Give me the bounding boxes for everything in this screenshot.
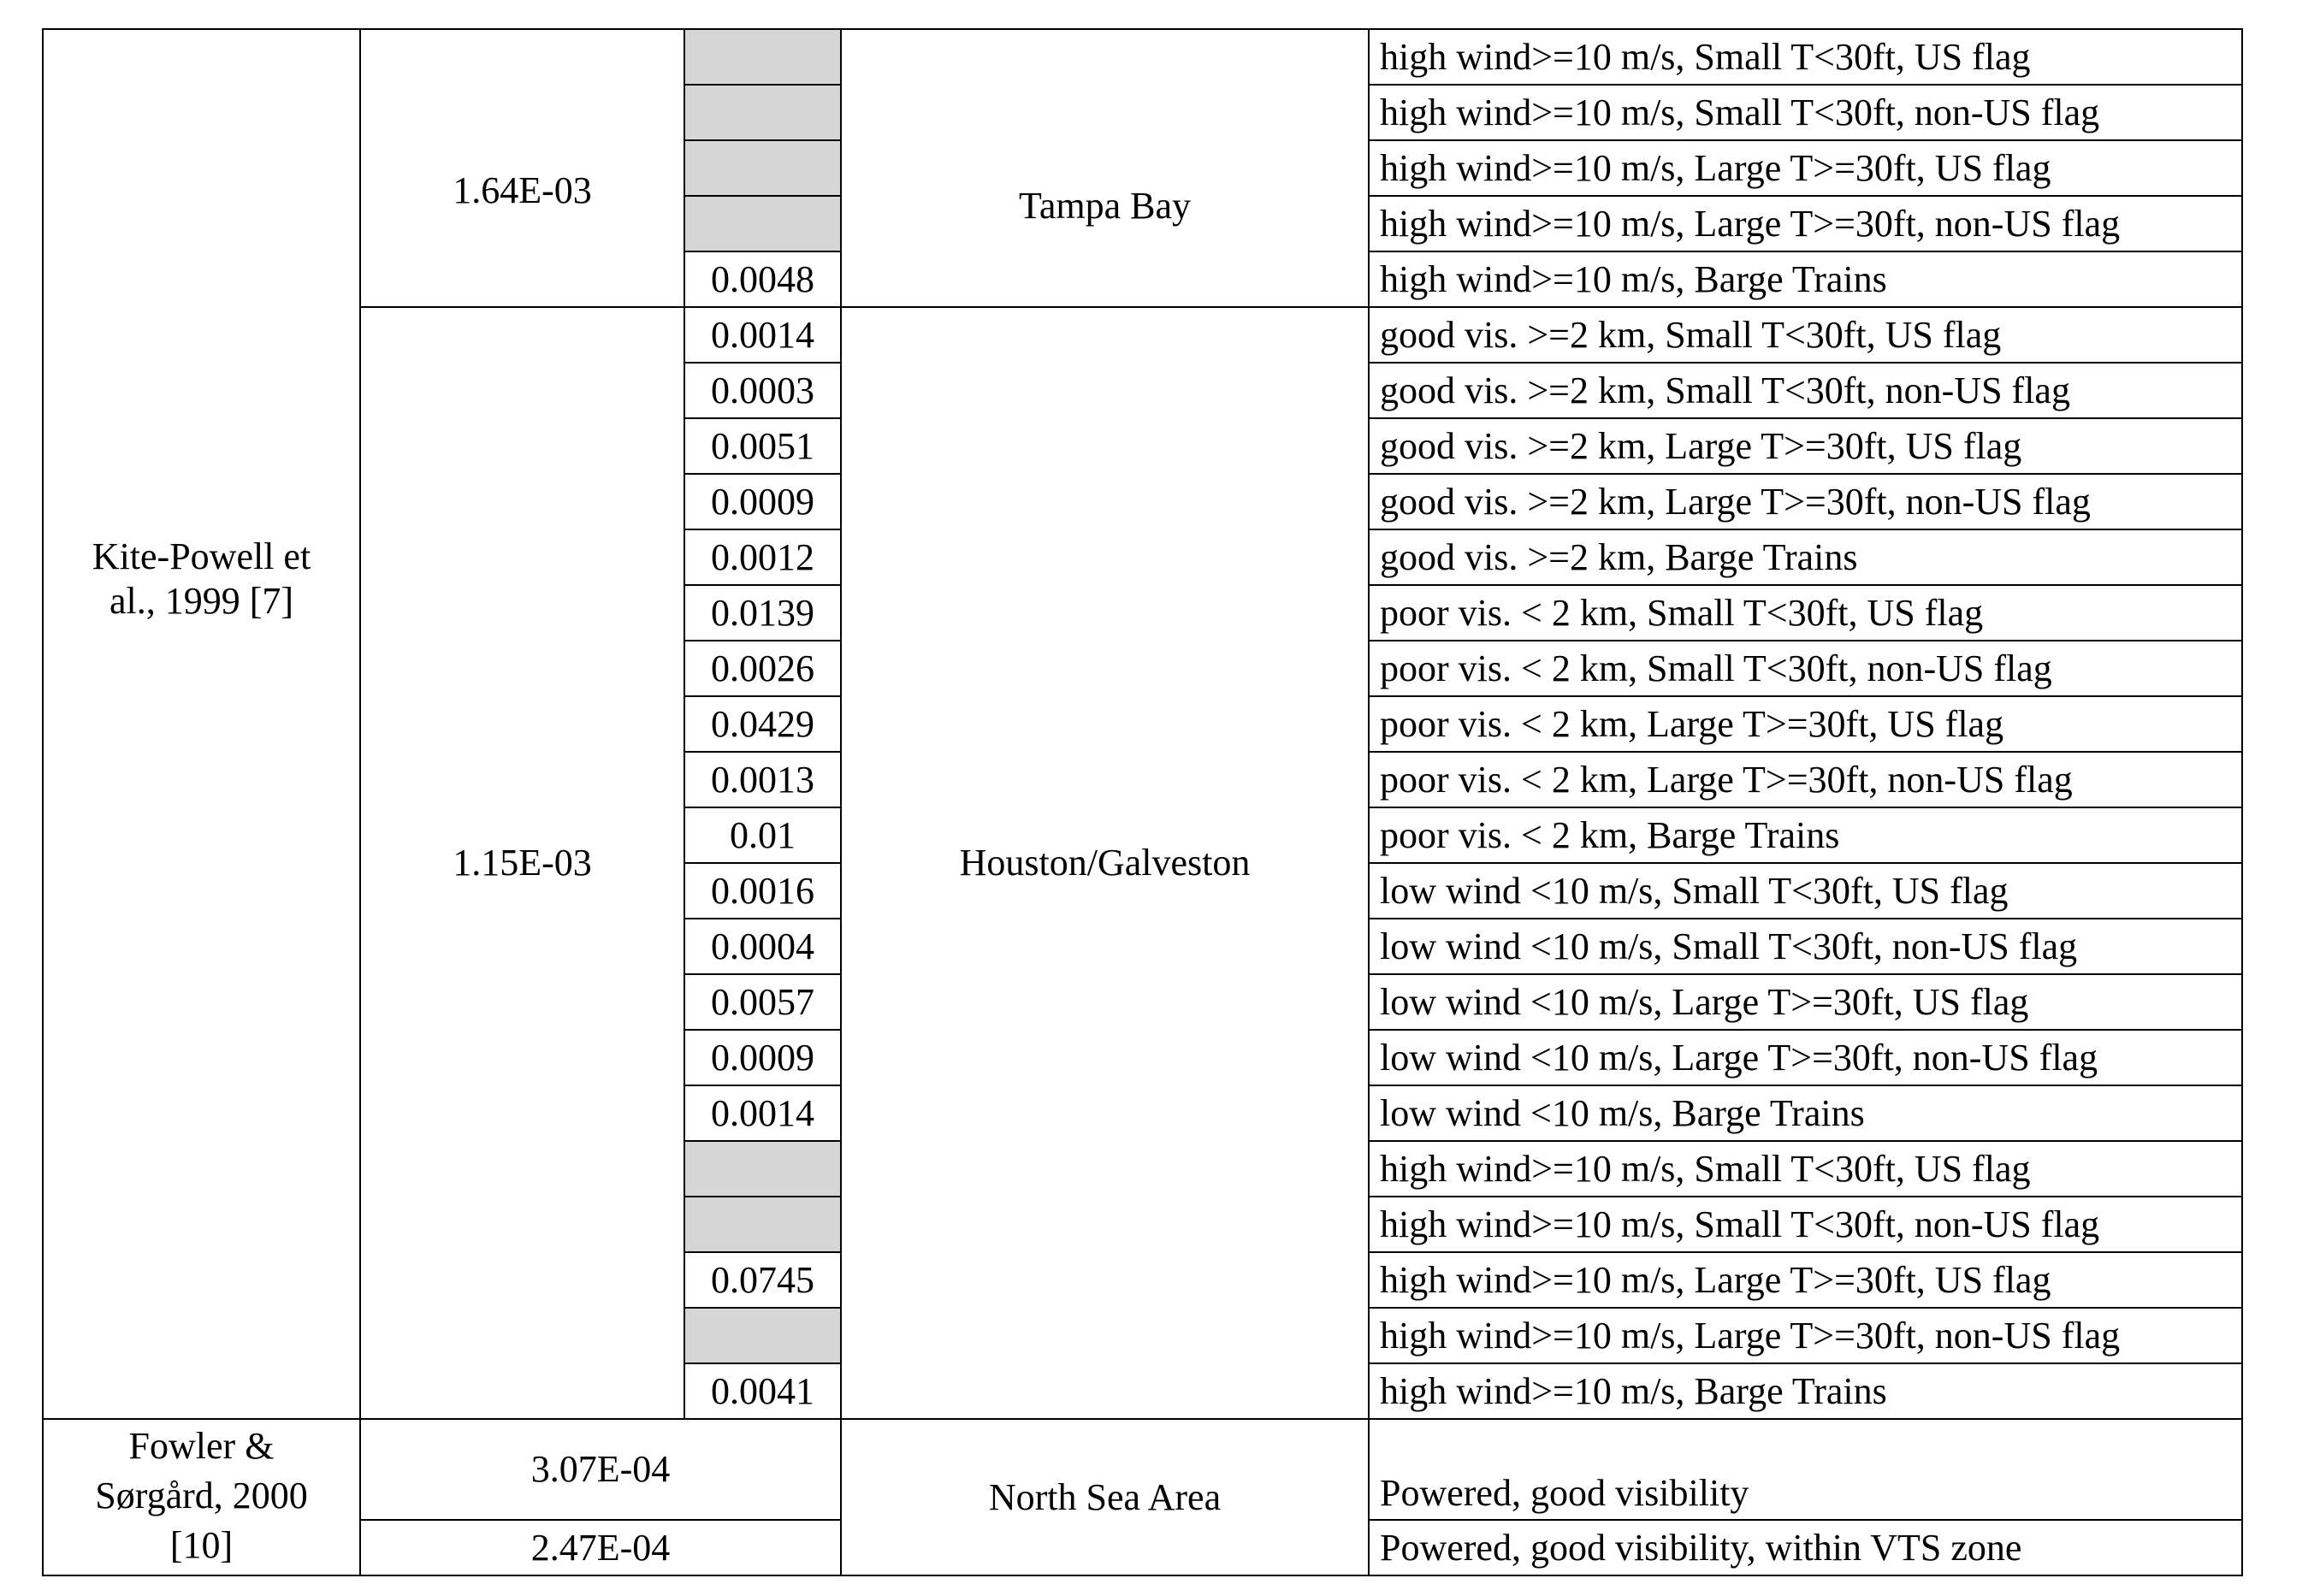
source-line: al., 1999 [7]	[109, 580, 294, 622]
value-cell-shaded	[684, 84, 842, 141]
source-cell-kite-powell	[42, 28, 361, 1420]
source-line: Kite-Powell et	[92, 535, 311, 577]
condition-cell: good vis. >=2 km, Small T<30ft, US flag	[1368, 306, 2243, 364]
value-cell: 0.0026	[684, 640, 842, 697]
aggregate-cell-houston: 1.15E-03	[359, 306, 685, 1420]
value-cell: 0.0016	[684, 862, 842, 919]
value-cell: 0.0009	[684, 1029, 842, 1086]
condition-cell: low wind <10 m/s, Small T<30ft, US flag	[1368, 862, 2243, 919]
condition-cell: low wind <10 m/s, Large T>=30ft, US flag	[1368, 973, 2243, 1031]
condition-cell: low wind <10 m/s, Barge Trains	[1368, 1085, 2243, 1142]
condition-cell-fowler-1: Powered, good visibility	[1368, 1418, 2243, 1521]
condition-cell: poor vis. < 2 km, Barge Trains	[1368, 807, 2243, 864]
condition-cell: poor vis. < 2 km, Small T<30ft, US flag	[1368, 584, 2243, 641]
source-label-fowler	[44, 1422, 359, 1570]
source-cell-fowler	[42, 1418, 361, 1576]
value-cell: 0.01	[684, 807, 842, 864]
value-cell: 0.0003	[684, 362, 842, 419]
condition-cell: high wind>=10 m/s, Small T<30ft, US flag	[1368, 28, 2243, 86]
value-cell-shaded	[684, 28, 842, 86]
aggregate-cell-tampa: 1.64E-03	[359, 28, 685, 308]
value-cell-shaded	[684, 1307, 842, 1364]
value-cell-shaded	[684, 139, 842, 197]
value-cell: 0.0745	[684, 1251, 842, 1309]
condition-cell: high wind>=10 m/s, Large T>=30ft, US flag	[1368, 1251, 2243, 1309]
condition-cell: high wind>=10 m/s, Small T<30ft, non-US flag	[1368, 1196, 2243, 1253]
condition-cell: poor vis. < 2 km, Small T<30ft, non-US flag	[1368, 640, 2243, 697]
condition-cell: poor vis. < 2 km, Large T>=30ft, non-US flag	[1368, 751, 2243, 808]
value-cell-shaded	[684, 195, 842, 252]
condition-cell: high wind>=10 m/s, Barge Trains	[1368, 251, 2243, 308]
condition-cell: good vis. >=2 km, Large T>=30ft, US flag	[1368, 417, 2243, 475]
area-cell-houston-galveston: Houston/Galveston	[840, 306, 1370, 1420]
causation-probability-table	[43, 29, 2242, 1575]
value-cell: 0.0014	[684, 306, 842, 364]
value-cell: 0.0048	[684, 251, 842, 308]
condition-cell: high wind>=10 m/s, Small T<30ft, non-US flag	[1368, 84, 2243, 141]
condition-cell: good vis. >=2 km, Large T>=30ft, non-US flag	[1368, 473, 2243, 530]
condition-cell-fowler-2: Powered, good visibility, within VTS zone	[1368, 1519, 2243, 1576]
condition-cell: low wind <10 m/s, Small T<30ft, non-US flag	[1368, 918, 2243, 975]
value-cell: 0.0139	[684, 584, 842, 641]
value-cell-shaded	[684, 1196, 842, 1253]
value-cell: 0.0429	[684, 695, 842, 753]
source-label-kite-powell	[44, 535, 359, 624]
condition-cell: low wind <10 m/s, Large T>=30ft, non-US flag	[1368, 1029, 2243, 1086]
value-cell-fowler-2: 2.47E-04	[359, 1519, 842, 1576]
condition-cell: high wind>=10 m/s, Large T>=30ft, non-US flag	[1368, 1307, 2243, 1364]
area-cell-north-sea: North Sea Area	[840, 1418, 1370, 1576]
area-cell-tampa-bay: Tampa Bay	[840, 28, 1370, 308]
value-cell: 0.0009	[684, 473, 842, 530]
source-line: [10]	[169, 1524, 234, 1566]
source-line: Fowler &	[128, 1425, 275, 1467]
value-cell: 0.0004	[684, 918, 842, 975]
value-cell: 0.0051	[684, 417, 842, 475]
condition-cell: high wind>=10 m/s, Barge Trains	[1368, 1363, 2243, 1420]
value-cell: 0.0014	[684, 1085, 842, 1142]
value-cell: 0.0013	[684, 751, 842, 808]
condition-cell: high wind>=10 m/s, Large T>=30ft, non-US flag	[1368, 195, 2243, 252]
source-line: Sørgård, 2000	[95, 1475, 308, 1516]
condition-cell: high wind>=10 m/s, Small T<30ft, US flag	[1368, 1140, 2243, 1197]
condition-cell: good vis. >=2 km, Small T<30ft, non-US flag	[1368, 362, 2243, 419]
condition-cell: high wind>=10 m/s, Large T>=30ft, US flag	[1368, 139, 2243, 197]
value-cell: 0.0041	[684, 1363, 842, 1420]
value-cell: 0.0057	[684, 973, 842, 1031]
condition-cell: good vis. >=2 km, Barge Trains	[1368, 529, 2243, 586]
value-cell-fowler-1: 3.07E-04	[359, 1418, 842, 1521]
value-cell: 0.0012	[684, 529, 842, 586]
condition-cell: poor vis. < 2 km, Large T>=30ft, US flag	[1368, 695, 2243, 753]
value-cell-shaded	[684, 1140, 842, 1197]
